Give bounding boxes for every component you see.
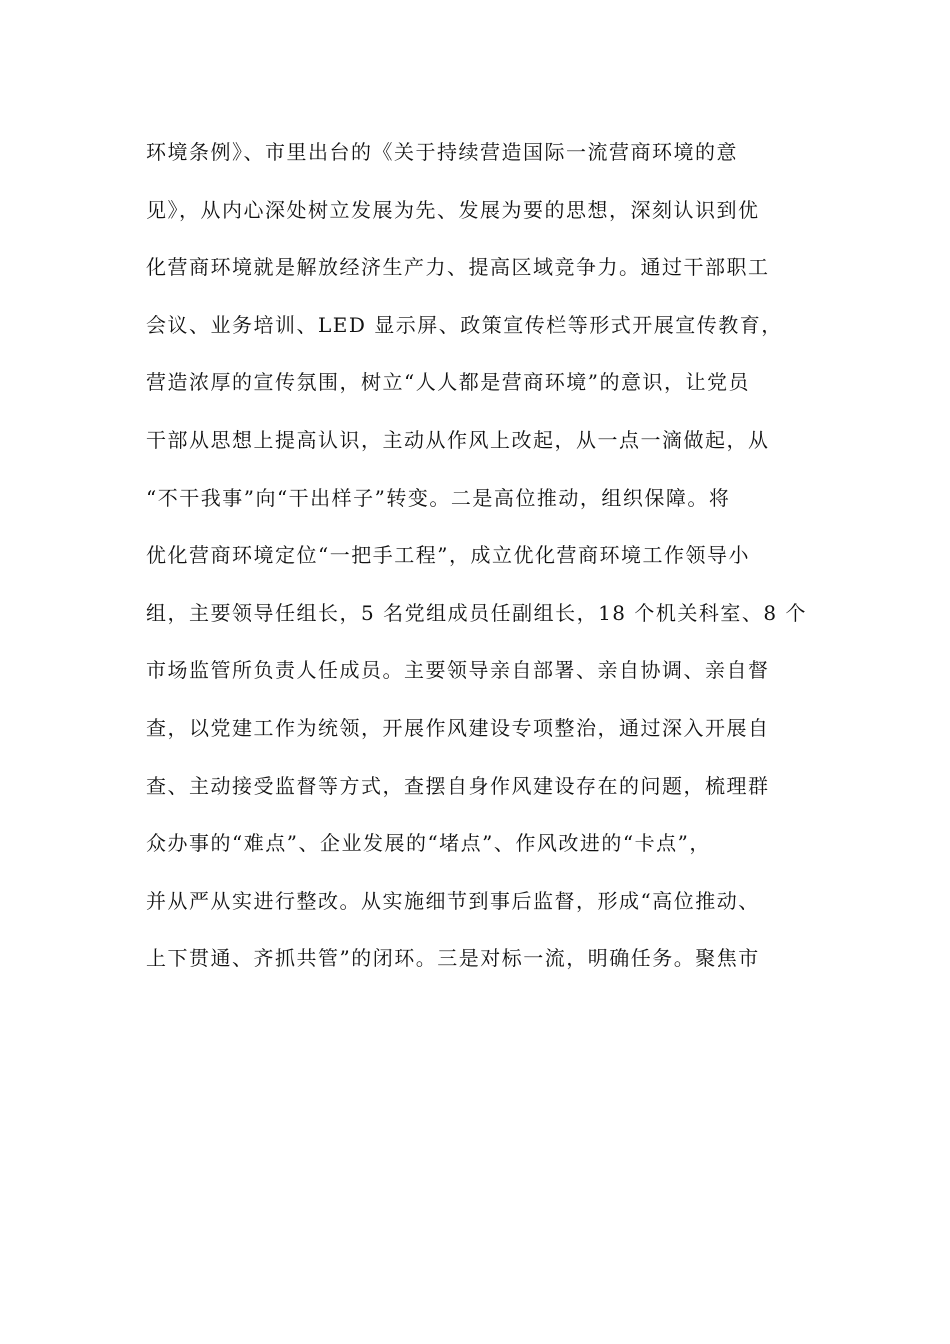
text-line-3: 化营商环境就是解放经济生产力、提高区域竞争力。通过干部职工	[146, 255, 770, 280]
text-line-2: 见》，从内心深处树立发展为先、发展为要的思想，深刻认识到优	[146, 197, 760, 222]
body-text	[146, 130, 826, 994]
text-line-7: “不干我事”向“干出样子”转变。二是高位推动，组织保障。将	[146, 485, 731, 510]
text-line-15: 上下贯通、齐抓共管”的闭环。三是对标一流，明确任务。聚焦市	[146, 946, 760, 971]
text-line-4: 会议、业务培训、LED 显示屏、政策宣传栏等形式开展宣传教育，	[146, 312, 783, 337]
text-line-6: 干部从思想上提高认识，主动从作风上改起，从一点一滴做起，从	[146, 427, 770, 452]
text-line-13: 众办事的“难点”、企业发展的“堵点”、作风改进的“卡点”，	[146, 831, 711, 856]
text-line-12: 查、主动接受监督等方式，查摆自身作风建设存在的问题，梳理群	[146, 773, 770, 798]
text-line-14: 并从严从实进行整改。从实施细节到事后监督，形成“高位推动、	[146, 888, 760, 913]
text-line-1: 环境条例》、市里出台的《关于持续营造国际一流营商环境的意	[146, 140, 738, 164]
text-line-11: 查，以党建工作为统领，开展作风建设专项整治，通过深入开展自	[146, 715, 770, 740]
text-line-8: 优化营商环境定位“一把手工程”，成立优化营商环境工作领导小	[146, 543, 750, 568]
text-line-9: 组，主要领导任组长，5 名党组成员任副组长，18 个机关科室、8 个	[146, 600, 807, 625]
text-line-5: 营造浓厚的宣传氛围，树立“人人都是营商环境”的意识，让党员	[146, 370, 750, 395]
text-line-10: 市场监管所负责人任成员。主要领导亲自部署、亲自协调、亲自督	[146, 658, 770, 683]
